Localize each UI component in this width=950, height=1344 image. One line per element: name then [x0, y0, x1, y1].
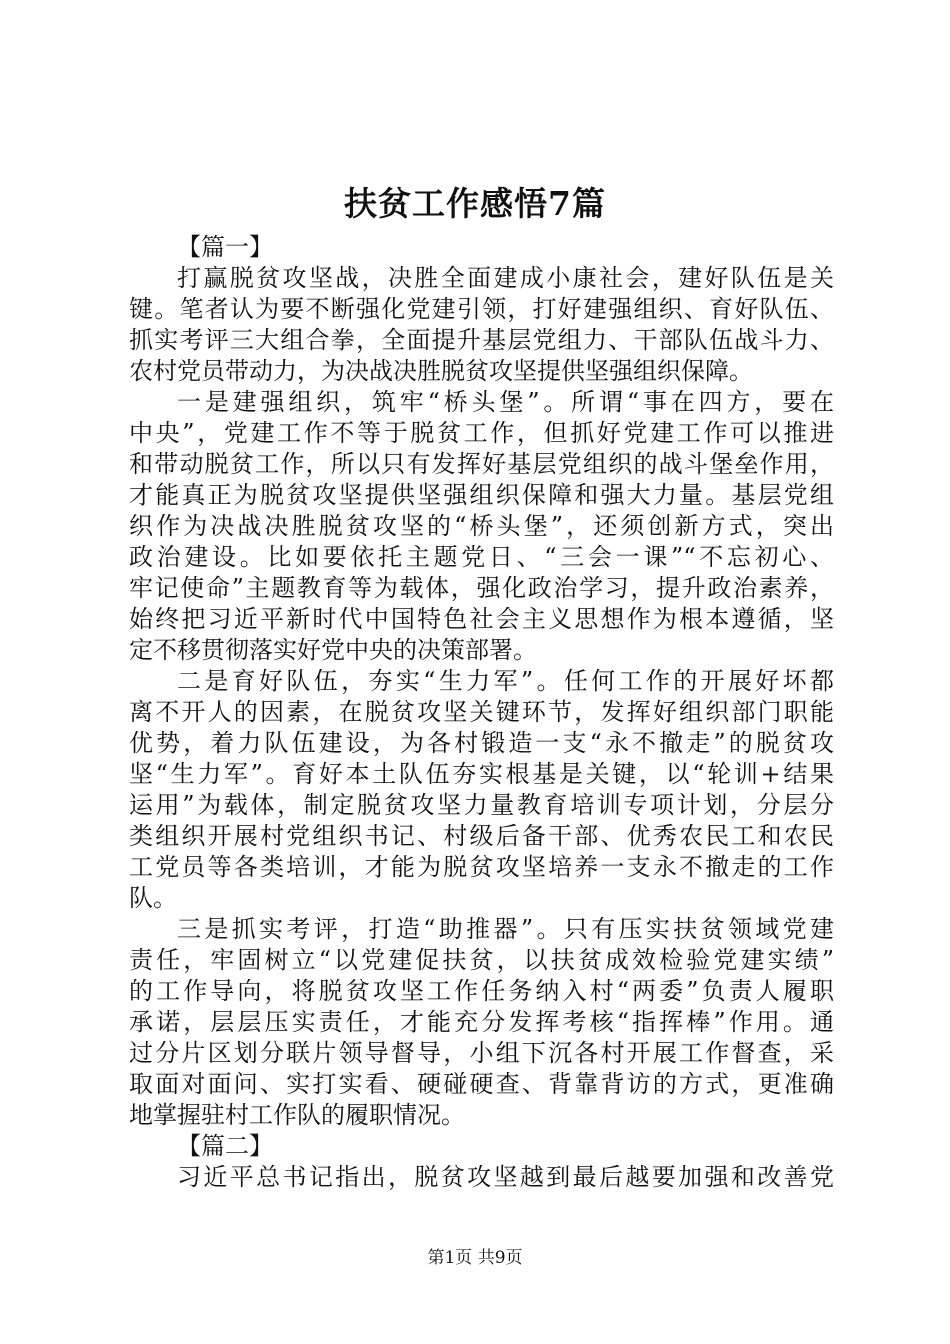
text-line: 责任，牢固树立“以党建促扶贫，以扶贫成效检验党建实绩” [129, 946, 834, 974]
text-line: 始终把习近平新时代中国特色社会主义思想作为根本遵循，坚 [129, 605, 834, 633]
text-line: 才能真正为脱贫攻坚提供坚强组织保障和强大力量。基层党组 [129, 481, 834, 509]
text-line: 运用”为载体，制定脱贫攻坚力量教育培训专项计划，分层分 [129, 791, 834, 819]
text-line: 离不开人的因素，在脱贫攻坚关键环节，发挥好组织部门职能 [129, 698, 834, 726]
text-line: 类组织开展村党组织书记、村级后备干部、优秀农民工和农民 [129, 822, 834, 850]
text-line: 的工作导向，将脱贫攻坚工作任务纳入村“两委”负责人履职 [129, 977, 834, 1005]
text-line: 过分片区划分联片领导督导，小组下沉各村开展工作督查，采 [129, 1039, 834, 1067]
text-line: 队。 [129, 884, 177, 912]
text-line: 农村党员带动力，为决战决胜脱贫攻坚提供坚强组织保障。 [129, 357, 753, 385]
document-body [129, 232, 834, 1193]
text-line: 习近平总书记指出，脱贫攻坚越到最后越要加强和改善党 [177, 1163, 834, 1191]
text-line: 政治建设。比如要依托主题党日、“三会一课”“不忘初心、 [129, 543, 834, 571]
document-title: 扶贫工作感悟7篇 [344, 184, 606, 223]
text-line: 工党员等各类培训，才能为脱贫攻坚培养一支永不撤走的工作 [129, 853, 834, 881]
section-heading-2: 【篇二】 [177, 1132, 273, 1160]
text-line: 承诺，层层压实责任，才能充分发挥考核“指挥棒”作用。通 [129, 1008, 834, 1036]
text-line: 优势，着力队伍建设，为各村锻造一支“永不撤走”的脱贫攻 [129, 729, 834, 757]
text-line: 打赢脱贫攻坚战，决胜全面建成小康社会，建好队伍是关 [177, 264, 834, 292]
text-line: 坚“生力军”。育好本土队伍夯实根基是关键，以“轮训+结果 [129, 760, 834, 788]
text-line: 抓实考评三大组合拳，全面提升基层党组力、干部队伍战斗力、 [129, 326, 834, 354]
text-line: 一是建强组织，筑牢“桥头堡”。所谓“事在四方，要在 [177, 388, 834, 416]
text-line: 三是抓实考评，打造“助推器”。只有压实扶贫领域党建 [177, 915, 834, 943]
text-line: 二是育好队伍，夯实“生力军”。任何工作的开展好坏都 [177, 667, 834, 695]
text-line: 和带动脱贫工作，所以只有发挥好基层党组织的战斗堡垒作用， [129, 450, 834, 478]
text-line: 定不移贯彻落实好党中央的决策部署。 [129, 636, 537, 664]
text-line: 织作为决战决胜脱贫攻坚的“桥头堡”，还须创新方式，突出 [129, 512, 834, 540]
text-line: 取面对面问、实打实看、硬碰硬查、背靠背访的方式，更准确 [129, 1070, 834, 1098]
text-line: 中央”，党建工作不等于脱贫工作，但抓好党建工作可以推进 [129, 419, 834, 447]
text-line: 牢记使命”主题教育等为载体，强化政治学习，提升政治素养， [129, 574, 834, 602]
page-number-footer: 第1页 共9页 [427, 1248, 523, 1268]
text-line: 地掌握驻村工作队的履职情况。 [129, 1101, 465, 1129]
text-line: 键。笔者认为要不断强化党建引领，打好建强组织、育好队伍、 [129, 295, 834, 323]
section-heading-1: 【篇一】 [177, 233, 273, 261]
